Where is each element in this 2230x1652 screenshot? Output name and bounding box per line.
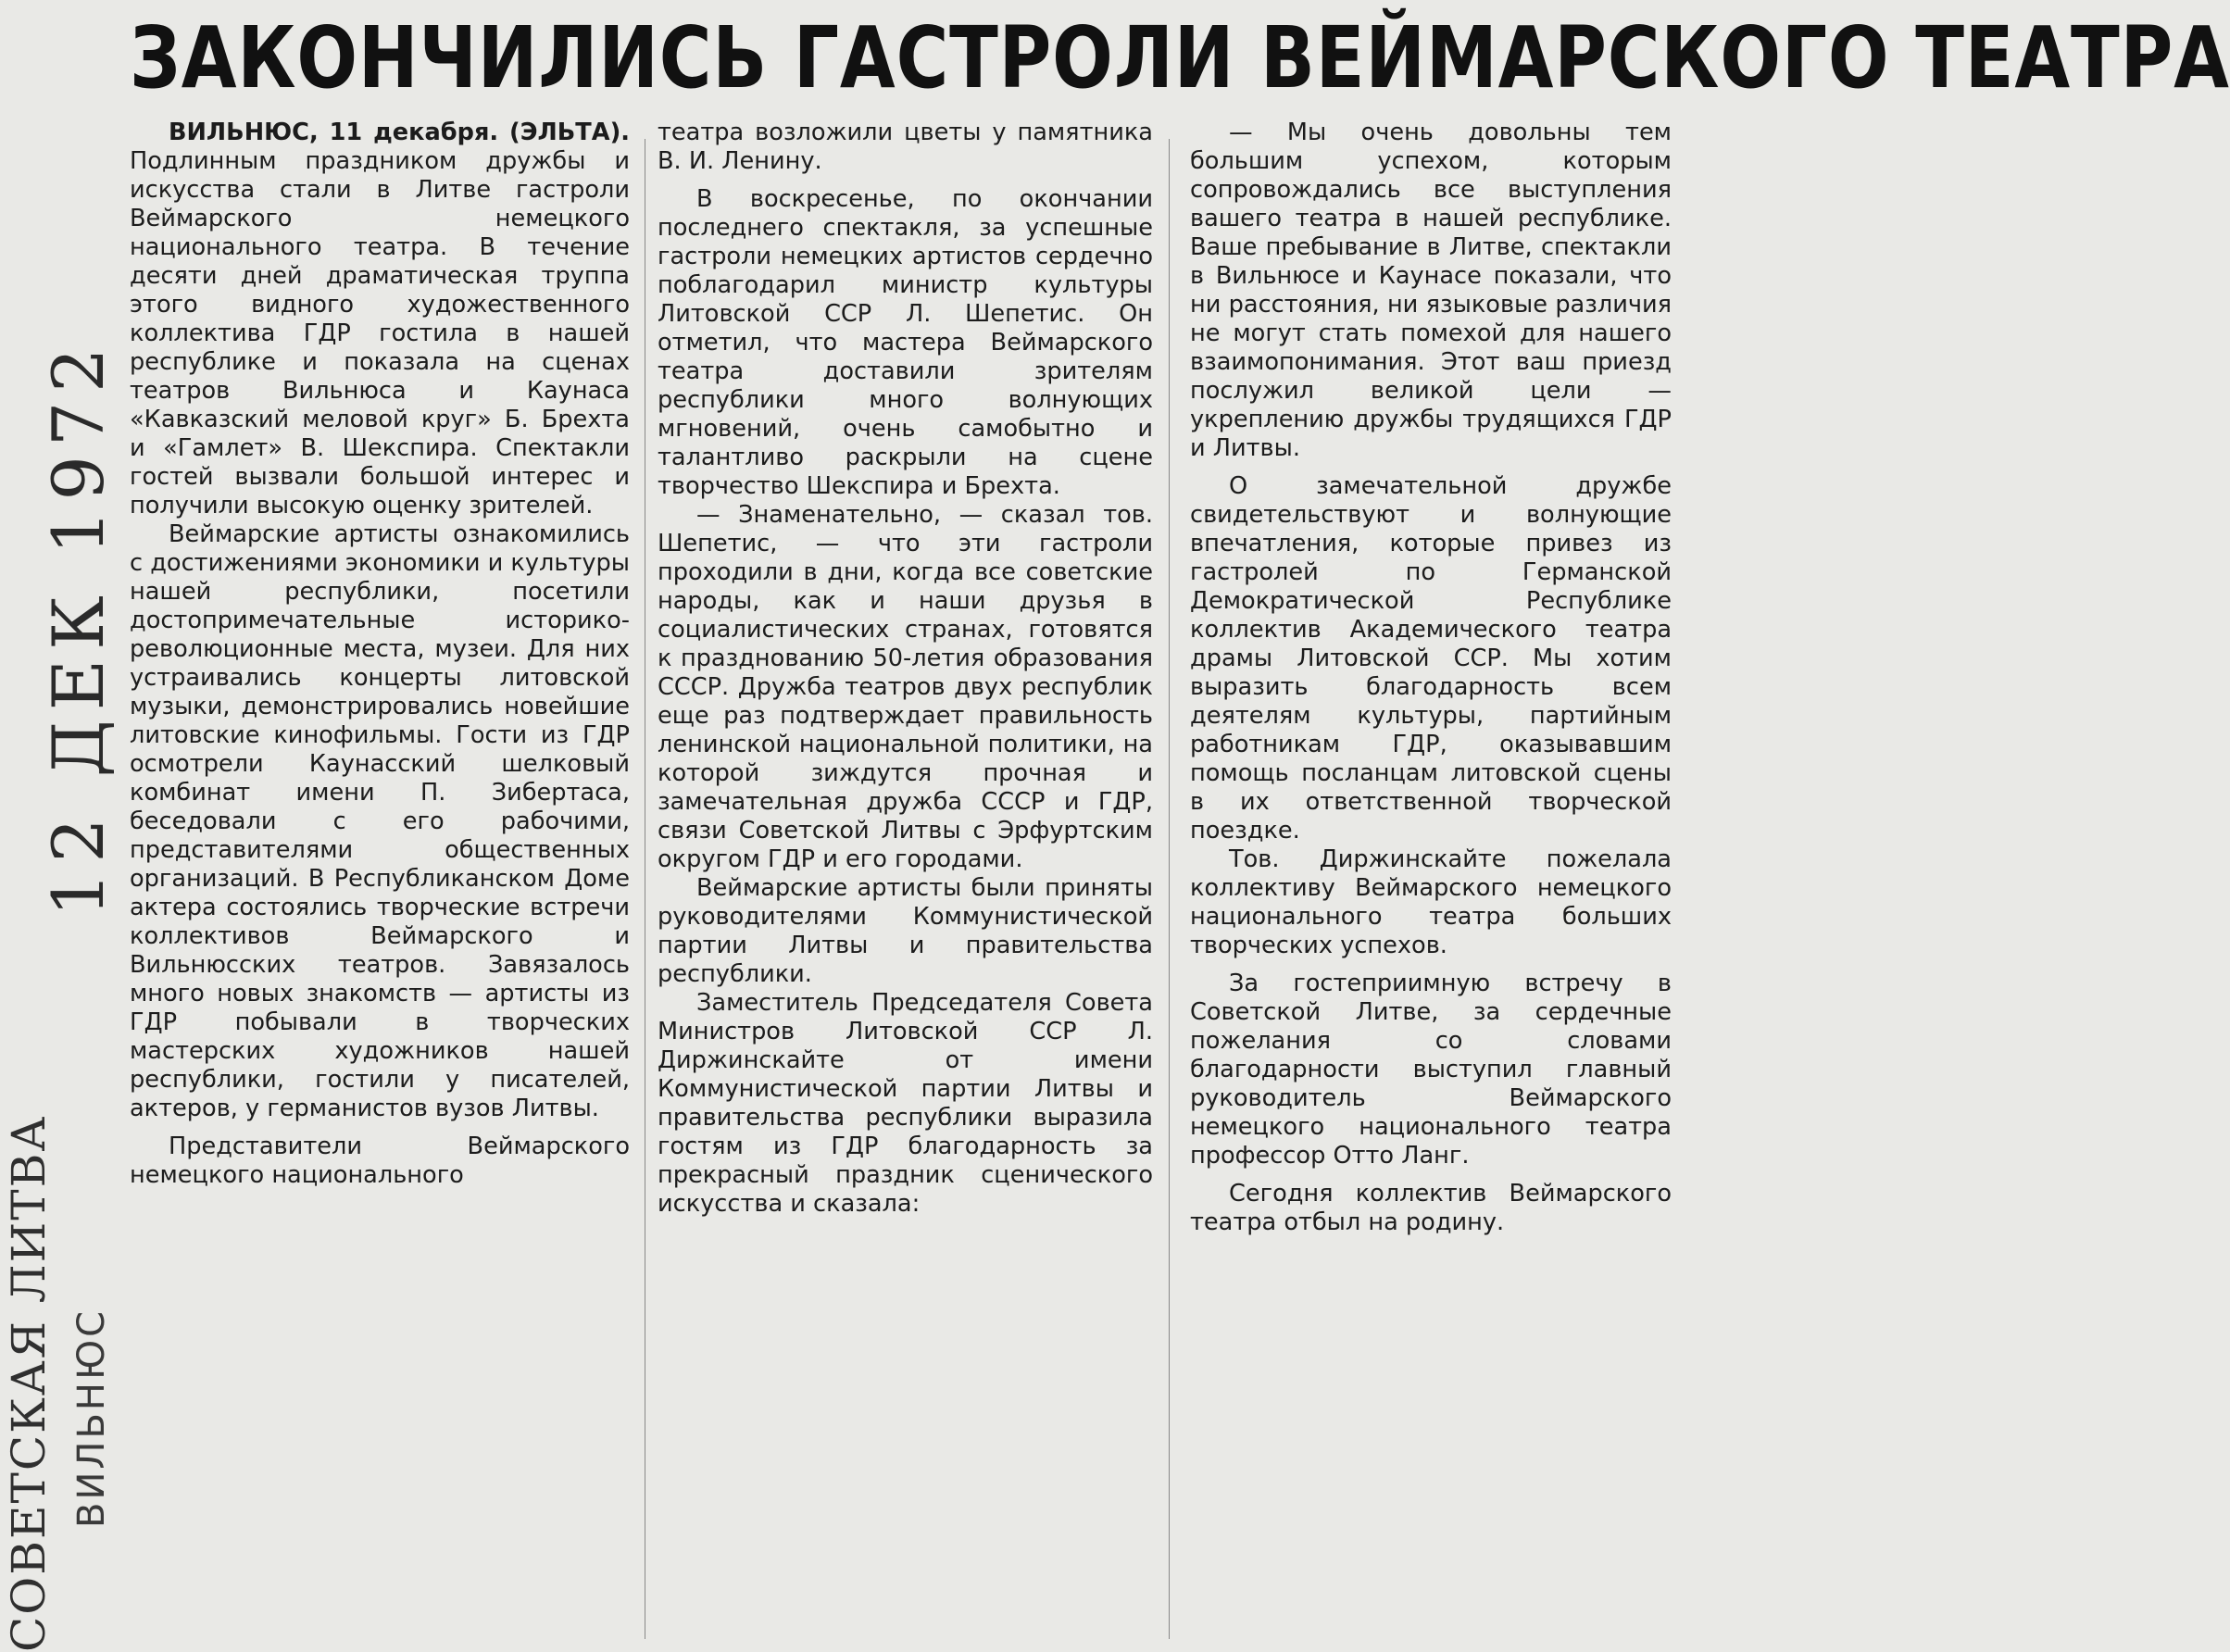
paragraph: театра возложили цветы у памятника В. И. Ленину.: [658, 119, 1153, 175]
paragraph: — Знаменательно, — сказал тов. Шепетис, — что эти гастроли проходили в дни, когда все советские народы, как и наши друзья в социалистических странах, готовятся к празднованию 50-летия образования СССР. Дружба театров двух республик еще раз подтверждает правильность ленинской национальной политики, на которой зиждутся прочная и замечательная дружба СССР и ГДР, связи Советской Литвы с Эрфуртским округом ГДР и его городами.: [658, 501, 1153, 873]
paragraph: Представители Веймарского немецкого национального: [130, 1133, 630, 1189]
paragraph: Заместитель Председателя Совета Министров Литовской ССР Л. Диржинскайте от имени Коммунистической партии Литвы и правительства республики выразила гостям из ГДР благодарность за прекрасный праздник сценического искусства и сказала:: [658, 989, 1153, 1218]
dateline: ВИЛЬНЮС, 11 декабря. (ЭЛЬТА).: [169, 119, 630, 146]
headline: ЗАКОНЧИЛИСЬ ГАСТРОЛИ ВЕЙМАРСКОГО ТЕАТРА: [130, 8, 2230, 107]
stamp-city: ВИЛЬНЮС: [70, 1308, 113, 1528]
paragraph: [130, 119, 630, 520]
stamp-date: 12 ДЕК 1972: [37, 338, 119, 917]
article-column-1: [130, 119, 630, 1646]
stamp-newspaper-name: СОВЕТСКАЯ ЛИТВА: [2, 1114, 56, 1652]
article-column-2: [658, 119, 1153, 1646]
paragraph: — Мы очень довольны тем большим успехом, которым сопровождались все выступления вашего театра в нашей республике. Ваше пребывание в Литве, спектакли в Вильнюсе и Каунасе показали, что ни расстояния, ни языковые различия не могут стать помехой для нашего взаимопонимания. Этот ваш приезд послужил великой цели — укреплению дружбы трудящихся ГДР и Литвы.: [1190, 119, 1672, 462]
column-divider: [1169, 139, 1170, 1639]
paragraph: Веймарские артисты были приняты руководителями Коммунистической партии Литвы и правительства республики.: [658, 874, 1153, 988]
article-column-3: [1190, 119, 1672, 1646]
paragraph: О замечательной дружбе свидетельствуют и волнующие впечатления, которые привез из гастролей по Германской Демократической Республике коллектив Академического театра драмы Литовской ССР. Мы хотим выразить благодарность всем деятелям культуры, партийным работникам ГДР, оказывавшим помощь посланцам литовской сцены в их ответственной творческой поездке.: [1190, 472, 1672, 845]
paragraph-text: Подлинным праздником дружбы и искусства стали в Литве гастроли Веймарского немецкого национального театра. В течение десяти дней драматическая труппа этого видного художественного коллектива ГДР гостила в нашей республике и показала на сценах театров Вильнюса и Каунаса «Кавказский меловой круг» Б. Брехта и «Гамлет» В. Шекспира. Спектакли гостей вызвали большой интерес и получили высокую оценку зрителей.: [130, 147, 630, 519]
paragraph: За гостеприимную встречу в Советской Литве, за сердечные пожелания со словами благодарности выступил главный руководитель Веймарского немецкого национального театра профессор Отто Ланг.: [1190, 970, 1672, 1170]
archive-stamp: [0, 0, 139, 1652]
paragraph: В воскресенье, по окончании последнего спектакля, за успешные гастроли немецких артистов сердечно поблагодарил министр культуры Литовской ССР Л. Шепетис. Он отметил, что мастера Веймарского театра доставили зрителям республики много волнующих мгновений, очень самобытно и талантливо раскрыли на сцене творчество Шекспира и Брехта.: [658, 185, 1153, 500]
paragraph: Веймарские артисты ознакомились с достижениями экономики и культуры нашей республики, посетили достопримечательные историко-революционные места, музеи. Для них устраивались концерты литовской музыки, демонстрировались новейшие литовские кинофильмы. Гости из ГДР осмотрели Каунасский шелковый комбинат имени П. Зибертаса, беседовали с его рабочими, представителями общественных организаций. В Республиканском Доме актера состоялись творческие встречи коллективов Веймарского и Вильнюсских театров. Завязалось много новых знакомств — артисты из ГДР побывали в творческих мастерских художников нашей республики, гостили у писателей, актеров, у германистов вузов Литвы.: [130, 520, 630, 1122]
paragraph: Сегодня коллектив Веймарского театра отбыл на родину.: [1190, 1180, 1672, 1236]
paragraph: Тов. Диржинскайте пожелала коллективу Веймарского немецкого национального театра больших творческих успехов.: [1190, 845, 1672, 959]
